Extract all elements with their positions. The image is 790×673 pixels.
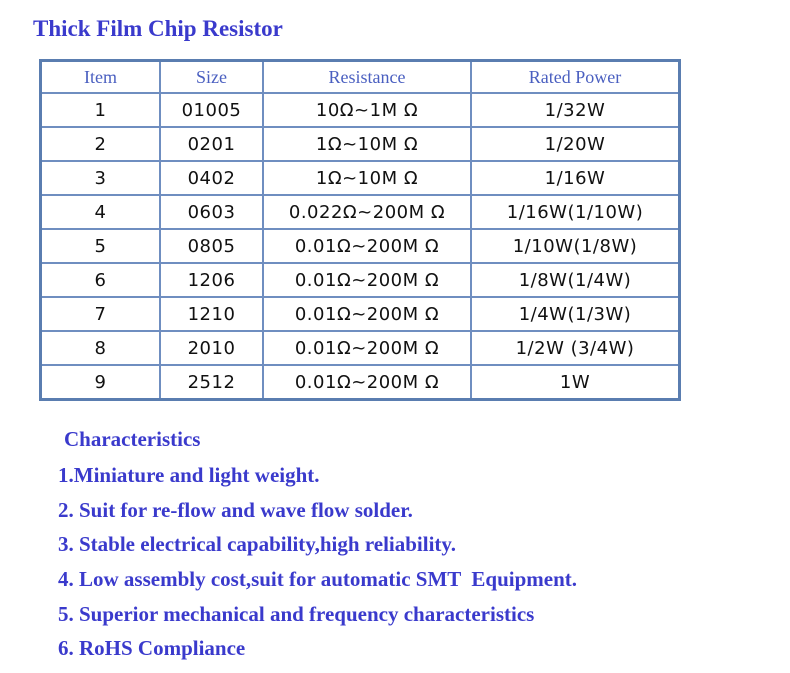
cell-item: 8 — [41, 331, 161, 365]
table-row — [41, 229, 680, 263]
table-row — [41, 93, 680, 127]
cell-rated-power: 1/4W(1/3W) — [471, 297, 680, 331]
cell-size: 0603 — [160, 195, 263, 229]
characteristic-item: 2. Suit for re-flow and wave flow solder. — [58, 497, 413, 522]
page-title: Thick Film Chip Resistor — [33, 16, 283, 41]
characteristic-item: 6. RoHS Compliance — [58, 636, 246, 661]
cell-rated-power: 1/2W (3/4W) — [471, 331, 680, 365]
table-row — [41, 195, 680, 229]
cell-item: 1 — [41, 93, 161, 127]
cell-size: 1206 — [160, 263, 263, 297]
cell-rated-power: 1/32W — [471, 93, 680, 127]
table-header-row — [41, 61, 680, 94]
table-row — [41, 127, 680, 161]
cell-item: 2 — [41, 127, 161, 161]
cell-rated-power: 1/10W(1/8W) — [471, 229, 680, 263]
table-row — [41, 365, 680, 400]
characteristics-list — [58, 461, 577, 669]
cell-resistance: 0.01Ω~200M Ω — [263, 365, 471, 400]
cell-rated-power: 1W — [471, 365, 680, 400]
column-header-rated-power: Rated Power — [471, 61, 680, 94]
resistor-spec-table — [39, 59, 681, 401]
cell-size: 0402 — [160, 161, 263, 195]
cell-size: 1210 — [160, 297, 263, 331]
column-header-size: Size — [160, 61, 263, 94]
table-row — [41, 263, 680, 297]
characteristic-item: 1.Miniature and light weight. — [58, 463, 320, 487]
cell-rated-power: 1/16W — [471, 161, 680, 195]
characteristics-heading: Characteristics — [64, 427, 201, 451]
cell-size: 2512 — [160, 365, 263, 400]
cell-item: 6 — [41, 263, 161, 297]
cell-resistance: 0.01Ω~200M Ω — [263, 229, 471, 263]
cell-size: 01005 — [160, 93, 263, 127]
cell-resistance: 0.01Ω~200M Ω — [263, 331, 471, 365]
characteristic-item: 3. Stable electrical capability,high reliability. — [58, 532, 457, 557]
cell-resistance: 1Ω~10M Ω — [263, 127, 471, 161]
cell-resistance: 0.01Ω~200M Ω — [263, 297, 471, 331]
cell-item: 5 — [41, 229, 161, 263]
cell-resistance: 0.01Ω~200M Ω — [263, 263, 471, 297]
characteristic-item: 4. Low assembly cost,suit for automatic SMT Equipment. — [58, 567, 578, 592]
cell-size: 0805 — [160, 229, 263, 263]
cell-size: 2010 — [160, 331, 263, 365]
cell-rated-power: 1/16W(1/10W) — [471, 195, 680, 229]
cell-rated-power: 1/20W — [471, 127, 680, 161]
cell-item: 4 — [41, 195, 161, 229]
cell-resistance: 1Ω~10M Ω — [263, 161, 471, 195]
table-row — [41, 331, 680, 365]
cell-item: 9 — [41, 365, 161, 400]
cell-resistance: 10Ω~1M Ω — [263, 93, 471, 127]
cell-item: 3 — [41, 161, 161, 195]
table-row — [41, 161, 680, 195]
cell-size: 0201 — [160, 127, 263, 161]
cell-rated-power: 1/8W(1/4W) — [471, 263, 680, 297]
column-header-item: Item — [41, 61, 161, 94]
table-row — [41, 297, 680, 331]
characteristic-item: 5. Superior mechanical and frequency characteristics — [58, 601, 535, 626]
cell-resistance: 0.022Ω~200M Ω — [263, 195, 471, 229]
column-header-resistance: Resistance — [263, 61, 471, 94]
cell-item: 7 — [41, 297, 161, 331]
